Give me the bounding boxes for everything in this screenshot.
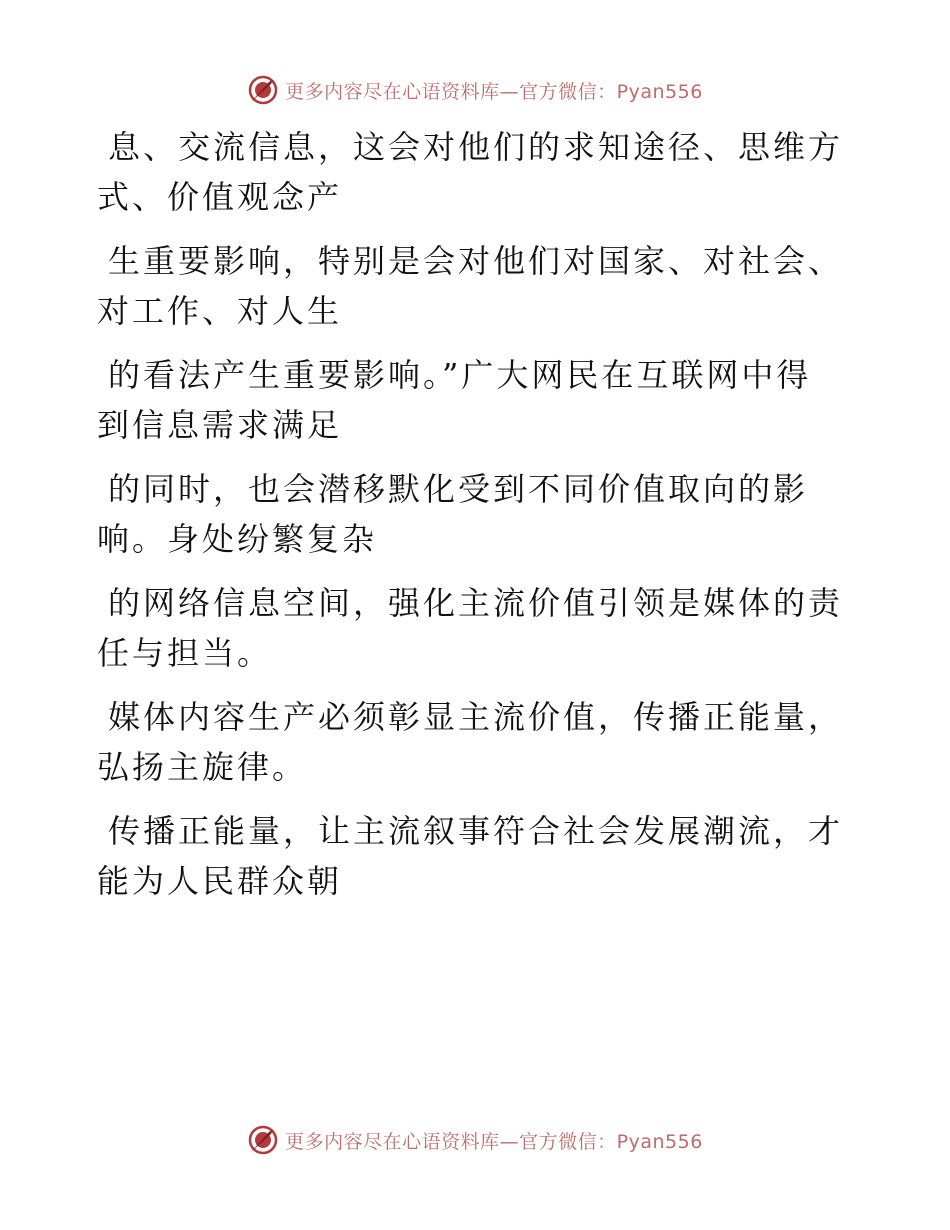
- quill-pen-seal-icon: [247, 1124, 279, 1156]
- paragraph-line: 媒体内容生产必须彰显主流价值，传播正能量，: [108, 698, 844, 736]
- paragraph-3: [97, 350, 842, 450]
- paragraph-2: [97, 236, 842, 336]
- paragraph-line: 能为人民群众朝: [97, 862, 343, 900]
- paragraph-line: 生重要影响，特别是会对他们对国家、对社会、: [108, 242, 844, 280]
- paragraph-line: 对工作、对人生: [97, 292, 343, 330]
- banner-text: 更多内容尽在心语资料库—官方微信：Pyan556: [285, 1130, 703, 1153]
- paragraph-line: 的看法产生重要影响。”广大网民在互联网中得: [108, 356, 812, 394]
- banner-text: 更多内容尽在心语资料库—官方微信：Pyan556: [285, 80, 703, 103]
- paragraph-6: [97, 692, 842, 792]
- paragraph-7: [97, 806, 842, 906]
- paragraph-line: 的同时，也会潜移默化受到不同价值取向的影: [108, 470, 809, 508]
- paragraph-line: 的网络信息空间，强化主流价值引领是媒体的责: [108, 584, 844, 622]
- document-body: [97, 122, 842, 920]
- paragraph-line: 响。身处纷繁复杂: [97, 520, 378, 558]
- quill-pen-seal-icon: [247, 74, 279, 106]
- paragraph-4: [97, 464, 842, 564]
- paragraph-1: [97, 122, 842, 222]
- footer-banner: [0, 1120, 950, 1160]
- paragraph-line: 到信息需求满足: [97, 406, 343, 444]
- paragraph-line: 任与担当。: [97, 634, 273, 672]
- header-banner: [0, 70, 950, 110]
- paragraph-5: [97, 578, 842, 678]
- paragraph-line: 弘扬主旋律。: [97, 748, 308, 786]
- paragraph-line: 息、交流信息，这会对他们的求知途径、思维方: [108, 128, 844, 166]
- paragraph-line: 传播正能量，让主流叙事符合社会发展潮流，才: [108, 812, 844, 850]
- paragraph-line: 式、价值观念产: [97, 178, 343, 216]
